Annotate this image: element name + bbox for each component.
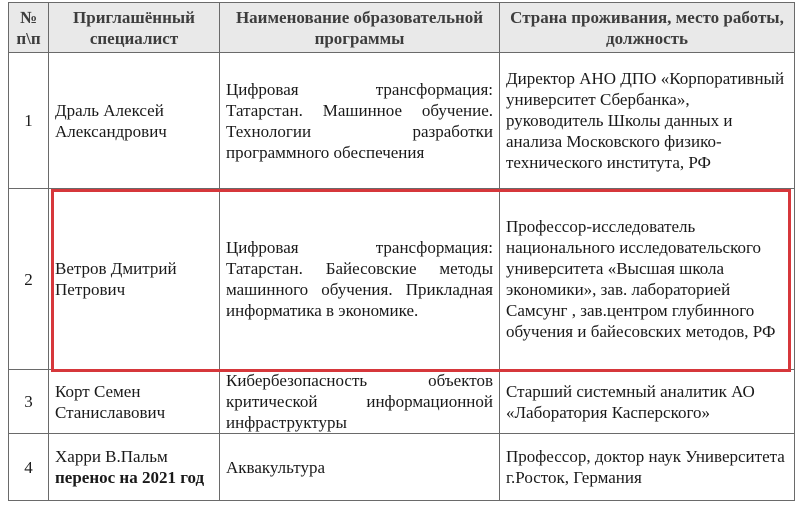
table-row: [9, 53, 795, 189]
specialist-name-cell: [49, 434, 220, 501]
place-of-work: Старший системный аналитик АО «Лаборатория Касперского»: [500, 370, 795, 434]
reschedule-note: перенос на 2021 год: [55, 468, 205, 487]
header-place: Страна проживания, место работы, должность: [500, 3, 795, 53]
place-of-work: Профессор-исследователь национального исследовательского университета «Высшая школа экономики», зав. лабораторией Самсунг , зав.центром глубинного обучения и байесовских методов, РФ: [500, 189, 795, 370]
place-of-work: Профессор, доктор наук Университета г.Росток, Германия: [500, 434, 795, 501]
row-number: 3: [9, 370, 49, 434]
header-num: № п\п: [9, 3, 49, 53]
specialists-table: [8, 2, 795, 501]
program-name: Цифровая трансформация: Татарстан. Байесовские методы машинного обучения. Прикладная информатика в экономике.: [220, 189, 500, 370]
table-header-row: [9, 3, 795, 53]
specialist-name: Драль Алексей Александрович: [49, 53, 220, 189]
program-name: Цифровая трансформация: Татарстан. Машинное обучение. Технологии разработки программного обеспечения: [220, 53, 500, 189]
specialist-name: Харри В.Пальм: [55, 447, 168, 466]
place-of-work: Директор АНО ДПО «Корпоративный университет Сбербанка», руководитель Школы данных и анализа Московского физико-технического института, РФ: [500, 53, 795, 189]
header-specialist: Приглашённый специалист: [49, 3, 220, 53]
program-name: Аквакультура: [220, 434, 500, 501]
specialist-name: Ветров Дмитрий Петрович: [49, 189, 220, 370]
program-name: Кибербезопасность объектов критической информационной инфраструктуры: [220, 370, 500, 434]
table-row: [9, 189, 795, 370]
row-number: 4: [9, 434, 49, 501]
specialist-name: Корт Семен Станиславович: [49, 370, 220, 434]
table-row: [9, 434, 795, 501]
header-program: Наименование образовательной программы: [220, 3, 500, 53]
table-row: [9, 370, 795, 434]
row-number: 2: [9, 189, 49, 370]
row-number: 1: [9, 53, 49, 189]
